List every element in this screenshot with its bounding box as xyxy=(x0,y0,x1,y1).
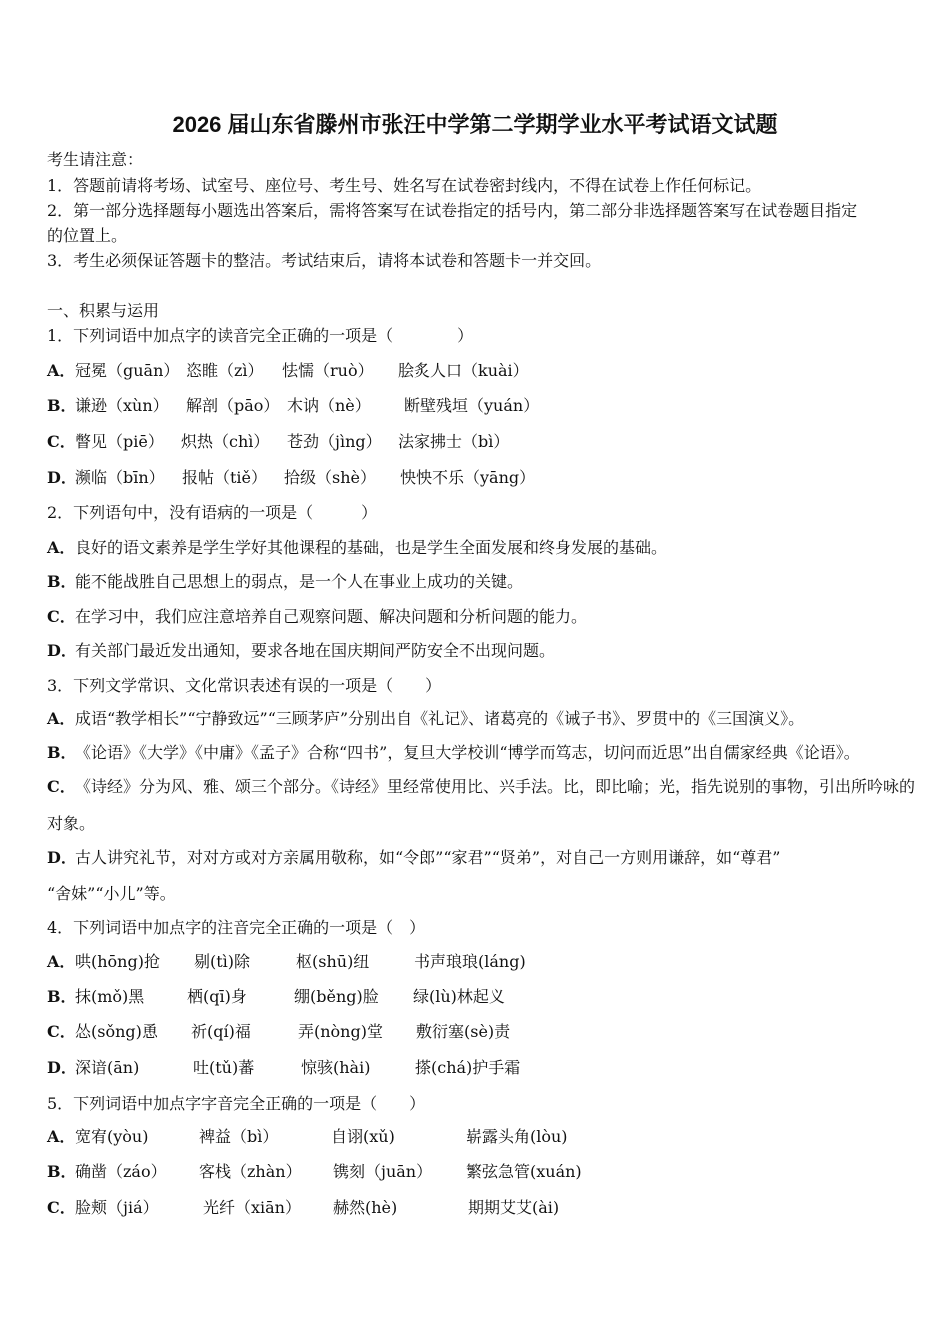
option-label: B． xyxy=(47,987,77,1006)
question-1-option-c xyxy=(0,432,950,452)
option-term: 祈(qí)福 xyxy=(191,1022,251,1041)
option-term: 剔(tì)除 xyxy=(194,952,251,971)
option-label: A． xyxy=(47,361,76,380)
option-text: 良好的语文素养是学生学好其他课程的基础，也是学生全面发展和终身发展的基础。 xyxy=(75,538,668,557)
option-text: 能不能战胜自己思想上的弱点，是一个人在事业上成功的关键。 xyxy=(75,572,524,591)
option-text: 《诗经》分为风、雅、颂三个部分。《诗经》里经常使用比、兴手法。比，即比喻；光，指先说别的事物，引出所吟咏的 xyxy=(75,777,916,796)
question-4-option-a xyxy=(0,952,950,972)
option-term: 搽(chá)护手霜 xyxy=(415,1058,521,1077)
question-3-option-c-continued: 对象。 xyxy=(47,814,96,833)
question-3-option-c xyxy=(0,777,950,797)
option-term: 镌刻（juān） xyxy=(333,1162,433,1181)
option-term: 期期艾艾(ài) xyxy=(468,1198,560,1217)
option-term: 客栈（zhàn） xyxy=(199,1162,302,1181)
question-5-option-b xyxy=(0,1162,950,1182)
option-term: 报帖（tiě） xyxy=(182,468,268,487)
option-term: 瞥见（piē） xyxy=(75,432,164,451)
option-label: C． xyxy=(47,1022,76,1041)
option-term: 拾级（shè） xyxy=(284,468,376,487)
option-term: 抹(mǒ)黑 xyxy=(75,987,145,1006)
question-4-option-d xyxy=(0,1058,950,1078)
question-4-option-c xyxy=(0,1022,950,1042)
option-label: B． xyxy=(47,1162,77,1181)
notice-item-2-line-1: 2．第一部分选择题每小题选出答案后，需将答案写在试卷指定的括号内，第二部分非选择题答案写在试卷题目指定 xyxy=(47,201,858,220)
option-term: 吐(tǔ)蕃 xyxy=(193,1058,255,1077)
question-5-option-a xyxy=(0,1127,950,1147)
option-term: 法家拂士（bì） xyxy=(398,432,510,451)
notice-item-3: 3．考生必须保证答题卡的整洁。考试结束后，请将本试卷和答题卡一并交回。 xyxy=(47,251,602,270)
question-2-option-a xyxy=(0,538,950,558)
question-3-option-d-continued: “舍妹”“小儿”等。 xyxy=(47,884,176,903)
question-2-stem: 2．下列语句中，没有语病的一项是（ ） xyxy=(47,503,378,522)
option-term: 濒临（bīn） xyxy=(75,468,165,487)
option-text: 在学习中，我们应注意培养自己观察问题、解决问题和分析问题的能力。 xyxy=(75,607,588,626)
question-3-stem: 3．下列文学常识、文化常识表述有误的一项是（ ） xyxy=(47,676,442,695)
notice-item-1: 1．答题前请将考场、试室号、座位号、考生号、姓名写在试卷密封线内，不得在试卷上作任何标记。 xyxy=(47,176,762,195)
question-5-stem: 5．下列词语中加点字字音完全正确的一项是（ ） xyxy=(47,1094,426,1113)
option-term: 赫然(hè) xyxy=(333,1198,398,1217)
option-label: C． xyxy=(47,432,76,451)
question-2-option-d xyxy=(0,641,950,661)
option-term: 木讷（nè） xyxy=(287,396,371,415)
question-1-option-d xyxy=(0,468,950,488)
option-text: 成语“教学相长”“宁静致远”“三顾茅庐”分别出自《礼记》、诸葛亮的《诫子书》、罗贯中的《三国演义》。 xyxy=(75,709,805,728)
option-term: 怯懦（ruò） xyxy=(282,361,374,380)
option-label: A． xyxy=(47,709,76,728)
option-label: C． xyxy=(47,777,76,796)
option-term: 脸颊（jiá） xyxy=(75,1198,159,1217)
option-label: B． xyxy=(47,743,77,762)
option-term: 书声琅琅(láng) xyxy=(414,952,526,971)
option-label: C． xyxy=(47,1198,76,1217)
option-label: D． xyxy=(47,468,77,487)
option-term: 冠冕（guān） xyxy=(75,361,180,380)
question-2-option-c xyxy=(0,607,950,627)
option-term: 解剖（pāo） xyxy=(186,396,280,415)
option-label: A． xyxy=(47,952,76,971)
option-term: 脍炙人口（kuài） xyxy=(398,361,529,380)
option-text: 有关部门最近发出通知，要求各地在国庆期间严防安全不出现问题。 xyxy=(75,641,556,660)
option-term: 惊骇(hài) xyxy=(301,1058,371,1077)
option-label: B． xyxy=(47,396,77,415)
option-term: 恣睢（zì） xyxy=(186,361,264,380)
option-term: 绷(běng)脸 xyxy=(294,987,379,1006)
option-label: A． xyxy=(47,1127,76,1146)
option-term: 谦逊（xùn） xyxy=(75,396,169,415)
option-term: 弄(nòng)堂 xyxy=(298,1022,383,1041)
question-4-option-b xyxy=(0,987,950,1007)
option-term: 怏怏不乐（yāng） xyxy=(400,468,536,487)
question-3-option-b xyxy=(0,743,950,763)
option-label: D． xyxy=(47,848,77,867)
notice-heading: 考生请注意： xyxy=(47,150,144,169)
option-label: A． xyxy=(47,538,76,557)
option-label: C． xyxy=(47,607,76,626)
question-1-option-a xyxy=(0,361,950,381)
question-1-option-b xyxy=(0,396,950,416)
option-term: 枢(shū)纽 xyxy=(296,952,370,971)
option-term: 断壁残垣（yuán） xyxy=(404,396,540,415)
notice-item-2-line-2: 的位置上。 xyxy=(47,226,128,245)
option-label: D． xyxy=(47,641,77,660)
option-term: 光纤（xiān） xyxy=(203,1198,301,1217)
option-label: D． xyxy=(47,1058,77,1077)
option-term: 敷衍塞(sè)责 xyxy=(416,1022,511,1041)
option-term: 崭露头角(lòu) xyxy=(466,1127,568,1146)
question-5-option-c xyxy=(0,1198,950,1218)
option-term: 繁弦急管(xuán) xyxy=(466,1162,582,1181)
option-text: 古人讲究礼节，对对方或对方亲属用敬称，如“令郎”“家君”“贤弟”，对自己一方则用谦辞，如“尊君” xyxy=(75,848,781,867)
option-term: 确凿（záo） xyxy=(75,1162,167,1181)
option-term: 绿(lù)林起义 xyxy=(413,987,505,1006)
option-term: 栖(qī)身 xyxy=(187,987,247,1006)
question-3-option-a xyxy=(0,709,950,729)
option-text: 《论语》《大学》《中庸》《孟子》合称“四书”，复旦大学校训“博学而笃志，切问而近思”出自儒家经典《论语》。 xyxy=(75,743,860,762)
option-term: 苍劲（jìng） xyxy=(287,432,382,451)
question-4-stem: 4．下列词语中加点字的注音完全正确的一项是（ ） xyxy=(47,918,426,937)
option-term: 自诩(xǔ) xyxy=(331,1127,395,1146)
question-3-option-d xyxy=(0,848,950,868)
option-term: 怂(sǒng)恿 xyxy=(75,1022,158,1041)
exam-title: 2026 届山东省滕州市张汪中学第二学期学业水平考试语文试题 xyxy=(172,112,778,137)
section-heading: 一、积累与运用 xyxy=(47,301,160,320)
option-term: 哄(hōng)抢 xyxy=(75,952,160,971)
option-term: 宽宥(yòu) xyxy=(75,1127,149,1146)
option-term: 炽热（chì） xyxy=(181,432,270,451)
question-1-stem: 1．下列词语中加点字的读音完全正确的一项是（ ） xyxy=(47,326,474,345)
option-term: 深谙(ān) xyxy=(75,1058,140,1077)
option-label: B． xyxy=(47,572,77,591)
question-2-option-b xyxy=(0,572,950,592)
option-term: 裨益（bì） xyxy=(199,1127,279,1146)
